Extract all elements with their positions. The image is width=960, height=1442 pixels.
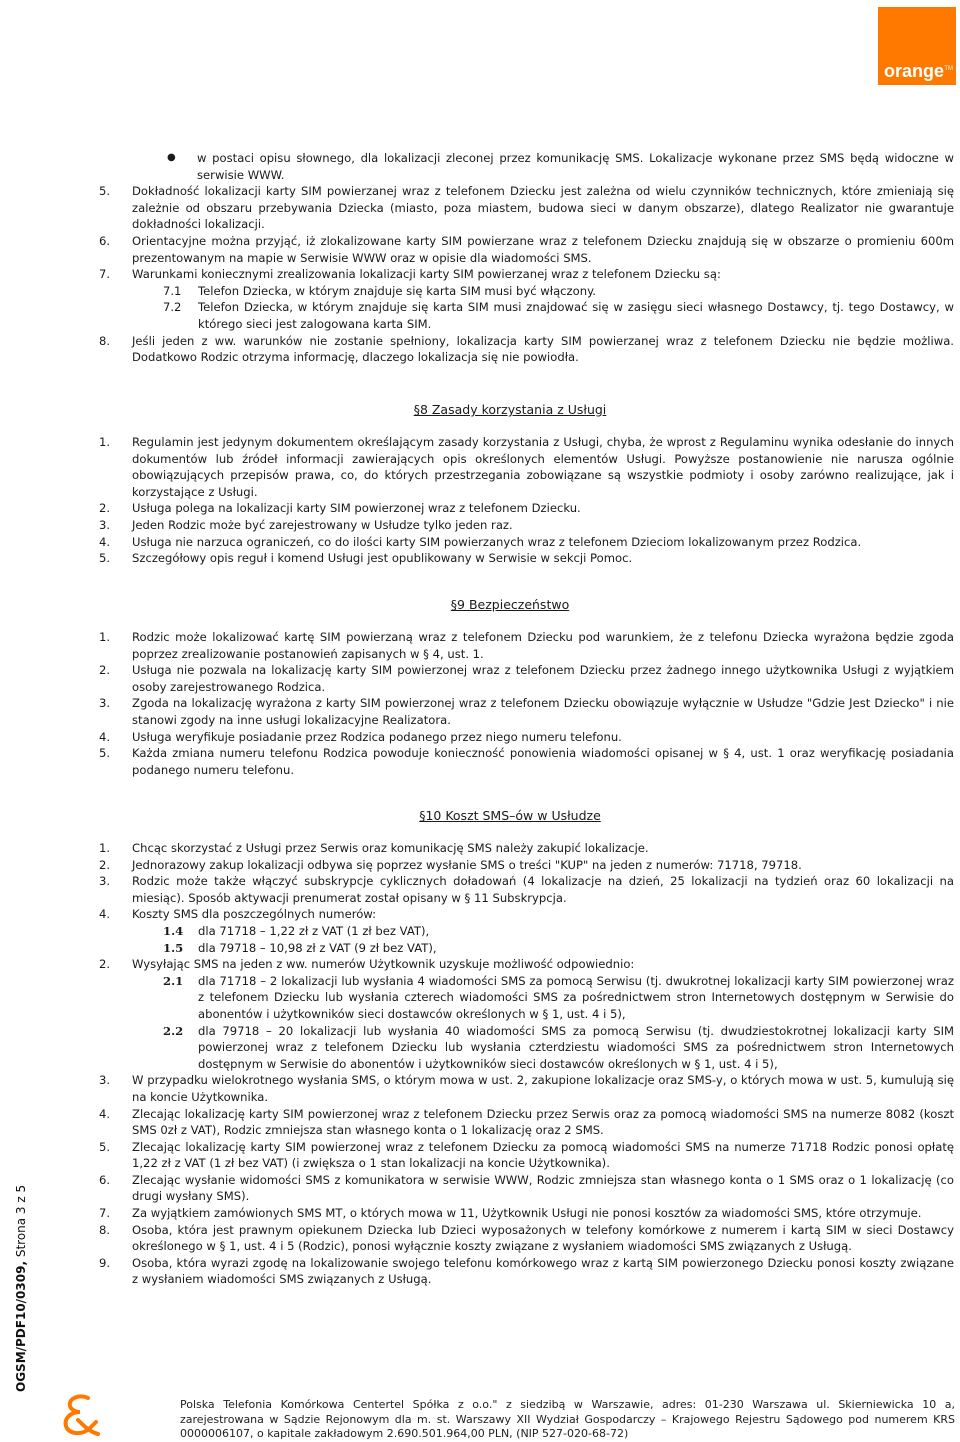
bullet-icon: ● [167,152,176,163]
section-10-heading: §10 Koszt SMS–ów w Usłudze [419,808,601,823]
list-item: 8. Jeśli jeden z ww. warunków nie zostanie spełniony, lokalizacja karty SIM powierzanej wraz z telefonem Dziecku nie będzie możliwa. Dodatkowo Rodzic otrzyma informację, dlaczego lokalizacja się nie powiodła. [99,333,954,365]
document-code-sidebar [0,1150,28,1392]
list-item: 4. Usługa nie narzuca ograniczeń, co do ilości karty SIM powierzanych wraz z telefonem Dzieciom lokalizowanym przez Rodzica. [99,534,862,549]
page-number: Strona 3 z 5 [14,1184,28,1261]
option-item: 2.1 dla 71718 – 2 lokalizacji lub wysłania 4 wiadomości SMS za pomocą Serwisu (tj. dwukrotnej lokalizacji karty SIM powierzonej wraz z telefonem Dziecku lub wysłania czterech wiadomości SMS za pośrednictwem stron Internetowych dostępnym w Serwisie do abonentów i użytkowników sieci dostawców określonych w § 1, ust. 4 i 5), [163,973,954,1021]
option-item: 2.2 dla 79718 – 20 lokalizacji lub wysłania 40 wiadomości SMS za pomocą Serwisu (tj. dwudziestokrotnej lokalizacji karty SIM powierzonej wraz z telefonem Dziecku lub wysłania czterdziestu wiadomości SMS za pośrednictwem stron Internetowych dostępnym w Serwisie do abonentów i użytkowników sieci dostawców określonych w § 1, ust. 4 i 5), [163,1023,954,1071]
list-item: 2. Usługa polega na lokalizacji karty SIM powierzonej wraz z telefonem Dziecku. [99,501,581,516]
list-item: 2. Jednorazowy zakup lokalizacji odbywa się poprzez wysłanie SMS o treści "KUP" na jeden z numerów: 71718, 79718. [99,857,802,872]
list-item: 3. W przypadku wielokrotnego wysłania SMS, o którym mowa w ust. 2, zakupione lokalizacje oraz SMS-y, o których mowa w ust. 5, kumulują się na koncie Użytkownika. [99,1073,954,1104]
document-code: OGSM/PDF10/0309, [14,1260,28,1392]
sub-list-item: 7.2 Telefon Dziecka, w którym znajduje się karta SIM musi znajdować się w zasięgu sieci własnego Dostawcy, tj. tego Dostawcy, w którego sieci jest zalogowana karta SIM. [163,300,954,331]
list-item: 2. Usługa nie pozwala na lokalizację karty SIM powierzonej wraz z telefonem Dziecku przez żadnego innego użytkownika Usługi z wyjątkiem osoby zarejestrowanego Rodzica. [99,663,954,694]
cost-item: 1.5 dla 79718 – 10,98 zł z VAT (9 zł bez VAT), [163,940,437,955]
list-item: 1. Chcąc skorzystać z Usługi przez Serwis oraz komunikację SMS należy zakupić lokalizacje. [99,841,649,855]
list-item: 6. Orientacyjne można przyjąć, iż zlokalizowane karty SIM powierzane wraz z telefonem Dziecku znajdują się w obszarze o promieniu 600m prezentowanym na mapie w Serwisie WWW oraz w opisie dla wiadomości SMS. [99,233,954,265]
section-7-continuation [99,150,954,366]
list-item: 5. Zlecając lokalizację karty SIM powierzonej wraz z telefonem Dziecku za pomocą wiadomości SMS na numerze 71718 Rodzic ponosi opłatę 1,22 zł z VAT (1 zł bez VAT) (i zwiększa o 1 stan lokalizacji na koncie Użytkownika). [99,1139,954,1171]
company-footer: Polska Telefonia Komórkowa Centertel Spółka z o.o." z siedzibą w Warszawie, adres: 01-230 Warszawa ul. Skierniewicka 10 a, zarejestrowana w Sądzie Rejonowym dla m. st. Warszawy XII Wydział Gospodarczy – Krajowego Rejestru Sądowego pod numerem KRS 0000006107, o kapitale zakładowym 2.690.501.964,00 PLN, (NIP 527-020-68-72) [180,1398,955,1440]
list-item: 8. Osoba, która jest prawnym opiekunem Dziecka lub Dzieci wyposażonych w telefony komórkowe z numerem i kartą SIM w sieci Dostawcy określonego w § 1, ust. 4 i 5 (Rodzic), ponosi wyłącznie koszty związane z wysłaniem wiadomości SMS związanych z Usługą. [99,1222,954,1254]
orange-logo [878,7,956,85]
list-item: 3. Zgoda na lokalizację wyrażona z karty SIM powierzonej wraz z telefonem Dziecku obowiązuje wyłącznie w Usłudze "Gdzie Jest Dziecko" i nie stanowi zgody na inne usługi lokalizacyjne Realizatora. [99,696,954,727]
list-item: ● w postaci opisu słownego, dla lokalizacji zleconej przez komunikację SMS. Lokalizacje wykonane przez SMS będą widoczne w serwisie WWW. [167,151,954,182]
list-item: 4. Koszty SMS dla poszczególnych numerów: [99,907,377,922]
list-item: 5. Każda zmiana numeru telefonu Rodzica powoduje konieczność ponowienia wiadomości opisanej w § 4, ust. 1 oraz weryfikację posiadania podanego numeru telefonu. [99,746,954,777]
list-item: 2. Wysyłając SMS na jeden z ww. numerów Użytkownik uzyskuje możliwość odpowiednio: [99,957,635,972]
list-item: 1. Regulamin jest jedynym dokumentem określającym zasady korzystania z Usługi, chyba, że wprost z Regulaminu wynika odesłanie do innych dokumentów lub źródeł informacji zawierających opis określonych elementów Usługi. Powyższe postanowienie nie narusza ogólnie obowiązujących przepisów prawa, co, do których przestrzegania zobowiązane są wszystkie podmioty i osoby zarówno realizujące, jak i korzystające z Usługi. [99,435,954,499]
logo-text: orange TM [884,61,954,81]
list-item: 3. Rodzic może także włączyć subskrypcje cyklicznych doładowań (4 lokalizacje na dzień, 25 lokalizacji na tydzień oraz 60 lokalizacji na miesiąc). Sposób aktywacji prenumerat został opisany w § 11 Subskrypcja. [99,874,954,905]
list-item: 7. Za wyjątkiem zamówionych SMS MT, o których mowa w 11, Użytkownik Usługi nie ponosi kosztów za wiadomości SMS, które otrzymuje. [99,1206,922,1221]
list-item: 4. Zlecając lokalizację karty SIM powierzonej wraz z telefonem Dziecku przez Serwis oraz za pomocą wiadomości SMS na numerze 8082 (koszt SMS 0zł z VAT), Rodzic zmniejsza stan własnego konta o 1 lokalizację oraz 2 SMS. [99,1106,954,1138]
ampersand-logo-icon [58,1392,104,1438]
list-item: 7. Warunkami koniecznymi zrealizowania lokalizacji karty SIM powierzanej wraz z telefonem Dziecku są: [99,267,721,282]
section-9-list [99,629,954,778]
list-item: 9. Osoba, która wyrazi zgodę na lokalizowanie swojego telefonu komórkowego wraz z kartą SIM powierzonego Dziecku ponosi koszty związane z wysłaniem wiadomości SMS związanych z Usługą. [99,1255,954,1287]
list-item: 3. Jeden Rodzic może być zarejestrowany w Usłudze tylko jeden raz. [99,517,513,532]
list-item: 1. Rodzic może lokalizować kartę SIM powierzaną wraz z telefonem Dziecku pod warunkiem, że z telefonu Dziecka wyrażona będzie zgoda poprzez zrealizowanie postanowień zapisanych w § 4, ust. 1. [99,630,954,661]
list-item: 5. Szczegółowy opis reguł i komend Usługi jest opublikowany w Serwisie w sekcji Pomoc. [99,551,633,566]
cost-item: 1.4 dla 71718 – 1,22 zł z VAT (1 zł bez VAT), [163,923,430,938]
list-item: 5. Dokładność lokalizacji karty SIM powierzanej wraz z telefonem Dziecku jest zależna od wielu czynników technicznych, które zmieniają się zależnie od obszaru przebywania Dziecka (miasto, poza miastem, budowa sieci w danym obszarze), dlatego Realizator nie gwarantuje dokładności lokalizacji. [99,184,954,232]
section-8-heading: §8 Zasady korzystania z Usługi [413,402,607,417]
section-9-heading: §9 Bezpieczeństwo [450,597,570,612]
sub-list-item: 7.1 Telefon Dziecka, w którym znajduje się karta SIM musi być włączony. [163,283,596,298]
list-item: 6. Zlecając wysłanie widomości SMS z komunikatora w serwisie WWW, Rodzic zmniejsza stan własnego konta o 1 SMS oraz o 1 lokalizację (co drugi wysłany SMS). [99,1172,954,1204]
list-item: 4. Usługa weryfikuje posiadanie przez Rodzica podanego przez niego numeru telefonu. [99,729,622,744]
section-10-list [99,840,954,1288]
section-8-list [99,434,954,567]
